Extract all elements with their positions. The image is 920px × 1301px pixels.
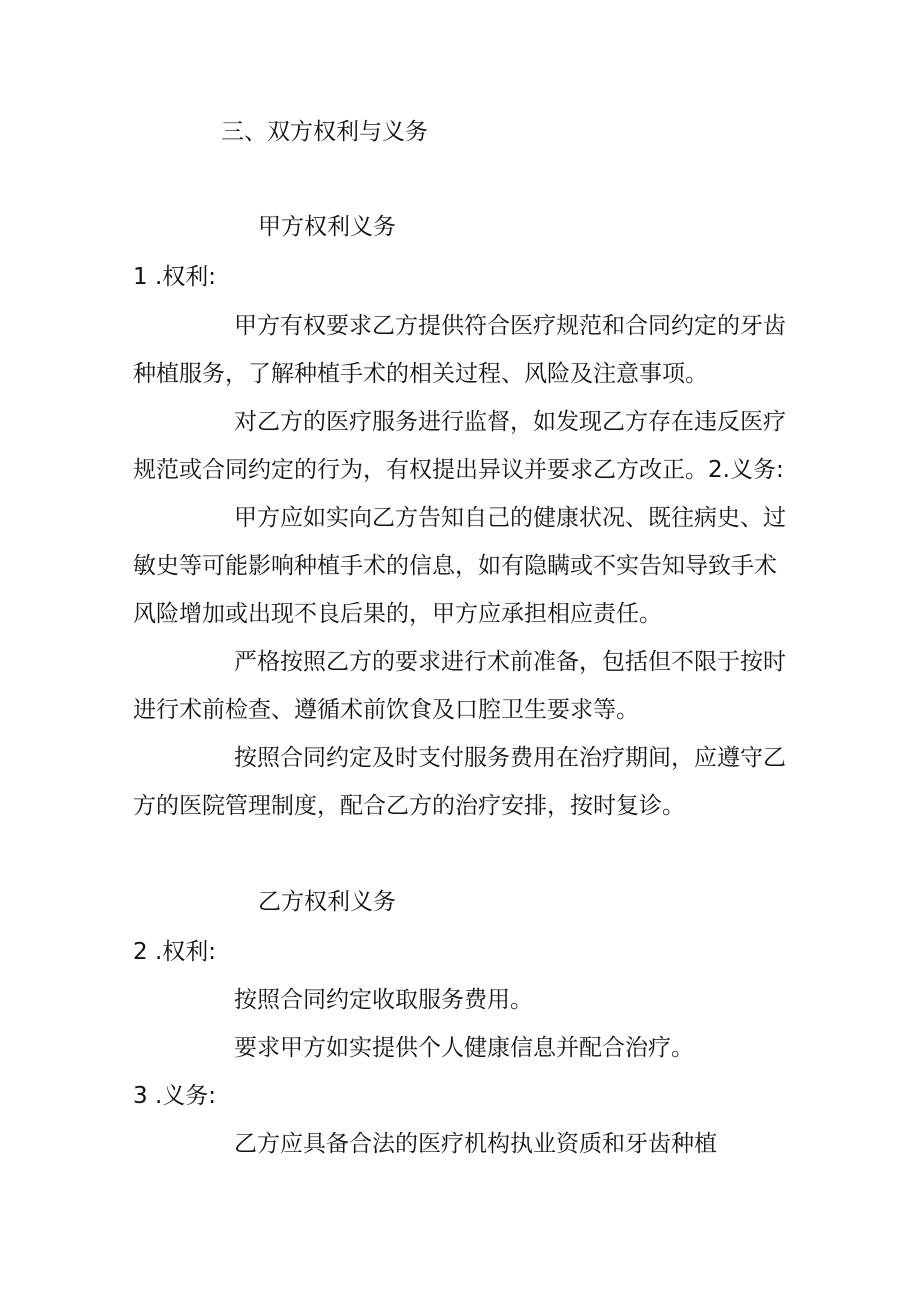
paragraph-text: 对乙方的医疗服务进行监督，如发现乙方存在违反医疗规范或合同约定的行为，有权提出异议并要求乙方改正。2.义务: — [133, 409, 786, 483]
paragraph-text: 严格按照乙方的要求进行术前准备，包括但不限于按时进行术前检查、遵循术前饮食及口腔卫生要求等。 — [133, 649, 786, 723]
party-a-rights-label: 1 .权利: — [133, 264, 217, 290]
party-b-obligations-label: 3 .义务: — [133, 1083, 217, 1109]
party-b-heading: 乙方权利义务 — [258, 889, 396, 915]
party-a-obligation-paragraph-3 — [133, 734, 795, 830]
party-b-right-item-2: 要求甲方如实提供个人健康信息并配合治疗。 — [234, 1035, 694, 1061]
party-a-rights-paragraph-2 — [133, 398, 795, 494]
paragraph-text: 按照合同约定及时支付服务费用在治疗期间，应遵守乙方的医院管理制度，配合乙方的治疗安排，按时复诊。 — [133, 745, 786, 819]
section-title: 三、双方权利与义务 — [221, 119, 428, 145]
party-a-obligation-paragraph-1 — [133, 494, 795, 638]
paragraph-text: 甲方应如实向乙方告知自己的健康状况、既往病史、过敏史等可能影响种植手术的信息，如有隐瞒或不实告知导致手术风险增加或出现不良后果的，甲方应承担相应责任。 — [133, 505, 786, 627]
party-a-obligation-paragraph-2 — [133, 638, 795, 734]
party-a-heading: 甲方权利义务 — [258, 214, 396, 240]
party-a-rights-paragraph-1 — [133, 302, 795, 398]
party-b-obligation-item-1: 乙方应具备合法的医疗机构执业资质和牙齿种植 — [234, 1131, 717, 1157]
paragraph-text: 甲方有权要求乙方提供符合医疗规范和合同约定的牙齿种植服务，了解种植手术的相关过程、风险及注意事项。 — [133, 313, 786, 387]
party-b-right-item-1: 按照合同约定收取服务费用。 — [234, 987, 533, 1013]
party-b-rights-label: 2 .权利: — [133, 939, 217, 965]
